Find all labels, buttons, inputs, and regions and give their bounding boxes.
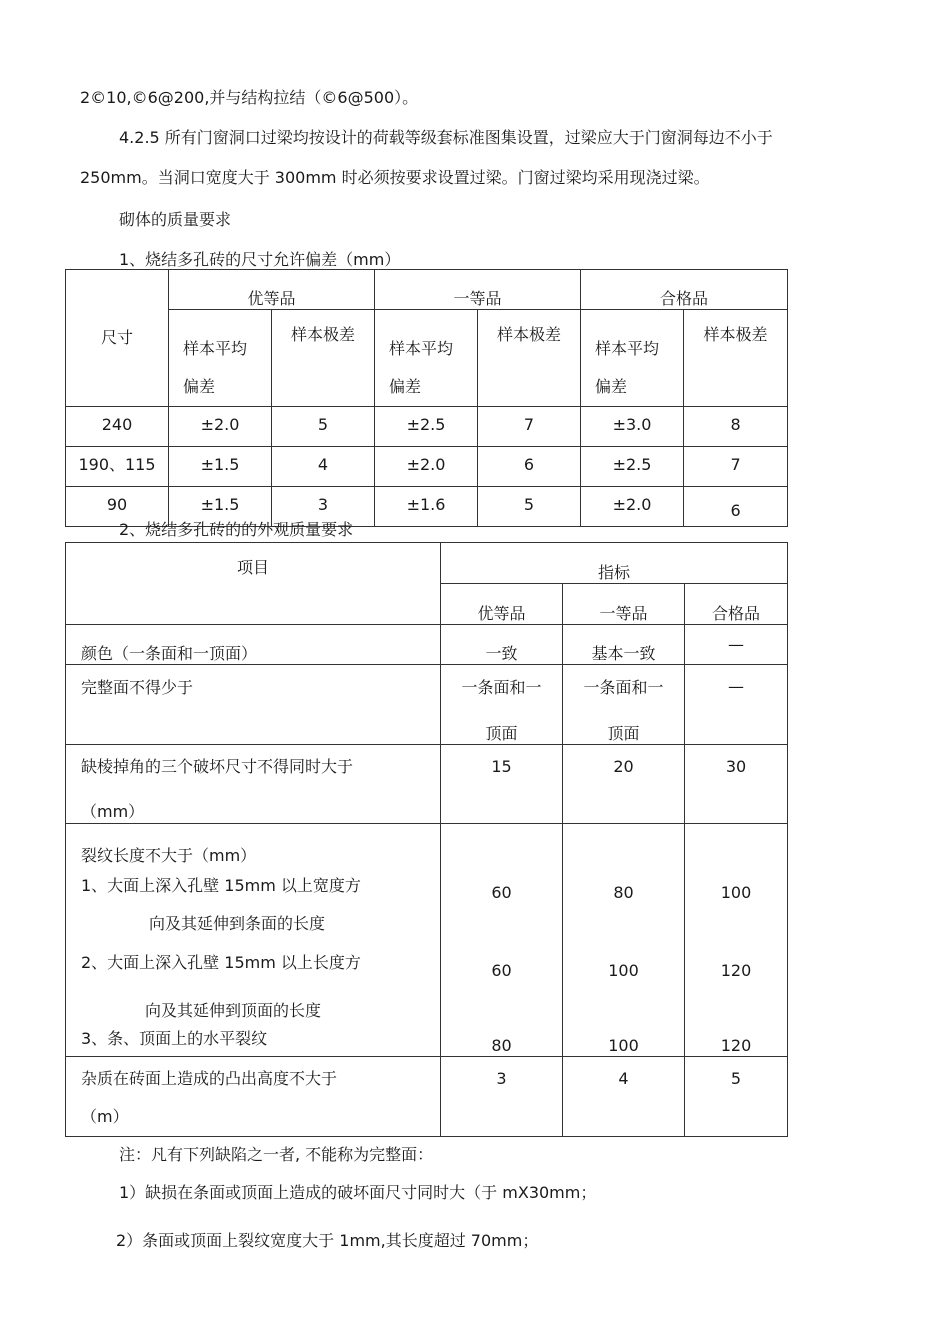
cell-value: 60 [491, 883, 512, 902]
cell-line: 一条面和一 [583, 678, 664, 697]
index-header-cell [441, 543, 788, 584]
avg-header-line: 样本平均 [183, 339, 248, 358]
row-label: 完整面不得少于 [66, 665, 441, 745]
table-cell: 8 [684, 407, 788, 447]
paragraph-line-1: 2©10,©6@200,并与结构拉结（©6@500）。 [80, 88, 419, 107]
table-cell [441, 824, 563, 1057]
table-cell: 6 [478, 447, 581, 487]
grade-header: 合格品 [712, 604, 761, 623]
table1-caption: 1、烧结多孔砖的尺寸允许偏差（mm） [119, 250, 401, 269]
table-cell [685, 824, 788, 1057]
range-header-cell [684, 310, 788, 407]
range-header: 样本极差 [497, 325, 562, 344]
cell-line: 一条面和一 [461, 678, 542, 697]
note-heading: 注：凡有下列缺陷之一者, 不能称为完整面： [119, 1145, 434, 1164]
range-header: 样本极差 [291, 325, 356, 344]
note-item-1: 1）缺损在条面或顶面上造成的破坏面尺寸同时大（于 mX30mm； [119, 1183, 597, 1202]
avg-header-line: 样本平均 [389, 339, 454, 358]
paragraph-line-3: 250mm。当洞口宽度大于 300mm 时必须按要求设置过梁。门窗过梁均采用现浇过梁。 [80, 168, 710, 187]
avg-header-line: 样本平均 [595, 339, 660, 358]
table-cell: 5 [272, 407, 375, 447]
index-header: 指标 [598, 563, 631, 582]
grade-header: 优等品 [247, 289, 296, 308]
table-cell: 190、115 [66, 447, 169, 487]
table-cell: 5 [685, 1057, 788, 1137]
table-cell: ±2.0 [169, 407, 272, 447]
item-header: 项目 [236, 558, 269, 577]
cell-value: 60 [491, 961, 512, 980]
table-cell: 15 [441, 745, 563, 824]
avg-header-line: 偏差 [183, 377, 216, 396]
grade-header: 一等品 [453, 289, 502, 308]
table-cell: 90 [66, 487, 169, 527]
avg-header-line: 偏差 [389, 377, 422, 396]
grade-header-cell [581, 270, 788, 310]
table-cell: 7 [684, 447, 788, 487]
table-cell [563, 665, 685, 745]
size-deviation-table [65, 269, 788, 527]
grade-header: 合格品 [660, 289, 709, 308]
label-line: 杂质在砖面上造成的凸出高度不大于 [81, 1069, 338, 1088]
table-row [66, 665, 788, 745]
table-cell: ±2.0 [581, 487, 684, 527]
table-cell: 4 [563, 1057, 685, 1137]
cell-value: 100 [608, 1036, 639, 1055]
table2-caption: 2、烧结多孔砖的的外观质量要求 [119, 520, 354, 539]
table-cell: ±3.0 [581, 407, 684, 447]
appearance-quality-table [65, 542, 788, 1137]
range-header-cell [272, 310, 375, 407]
grade-header-cell [441, 584, 563, 625]
table-cell: 3 [272, 487, 375, 527]
label-line: 缺棱掉角的三个破坏尺寸不得同时大于 [81, 757, 354, 776]
table-cell: 3 [441, 1057, 563, 1137]
cell-value: 120 [720, 1036, 752, 1055]
table-row [66, 407, 788, 447]
cell-value: 100 [608, 961, 639, 980]
label-line: （mm） [81, 802, 145, 821]
grade-header-cell [563, 584, 685, 625]
label-line: （m） [81, 1107, 129, 1126]
paragraph-line-2: 4.2.5 所有门窗洞口过梁均按设计的荷载等级套标准图集设置，过梁应大于门窗洞每边不小于 [119, 128, 773, 147]
table-cell [563, 824, 685, 1057]
label-line: 裂纹长度不大于（mm） [81, 846, 257, 865]
table-row [66, 447, 788, 487]
table-cell: 一致 [441, 625, 563, 665]
label-line: 向及其延伸到顶面的长度 [145, 1001, 322, 1020]
table-cell: ±1.5 [169, 447, 272, 487]
table-cell: ±2.5 [581, 447, 684, 487]
note-item-2: 2）条面或顶面上裂纹宽度大于 1mm,其长度超过 70mm； [116, 1231, 539, 1250]
avg-header-line: 偏差 [595, 377, 628, 396]
table-cell: — [685, 625, 788, 665]
table-row [66, 745, 788, 824]
cell-value: 80 [613, 883, 634, 902]
row-label [66, 1057, 441, 1137]
range-header-cell [478, 310, 581, 407]
grade-header: 优等品 [477, 604, 526, 623]
row-label [66, 745, 441, 824]
table-row [66, 1057, 788, 1137]
table-cell: 7 [478, 407, 581, 447]
size-header: 尺寸 [100, 328, 133, 347]
table-cell [441, 665, 563, 745]
avg-header-cell [169, 310, 272, 407]
cell-value: 80 [491, 1036, 512, 1055]
avg-header-cell [581, 310, 684, 407]
table-cell: 30 [685, 745, 788, 824]
row-label: 颜色（一条面和一顶面） [66, 625, 441, 665]
cell-value: 120 [720, 961, 752, 980]
grade-header-cell [685, 584, 788, 625]
label-line: 3、条、顶面上的水平裂纹 [81, 1029, 268, 1048]
table-cell: ±2.5 [375, 407, 478, 447]
table-cell: 基本一致 [563, 625, 685, 665]
table-row [66, 824, 788, 1057]
label-line: 2、大面上深入孔壁 15mm 以上长度方 [81, 953, 361, 972]
table-cell: ±2.0 [375, 447, 478, 487]
cell-line: 顶面 [607, 724, 640, 743]
item-header-cell [66, 543, 441, 625]
grade-header-cell [169, 270, 375, 310]
cell-line: 顶面 [485, 724, 518, 743]
table-cell: ±1.5 [169, 487, 272, 527]
table-cell: 4 [272, 447, 375, 487]
section-heading: 砌体的质量要求 [119, 210, 232, 229]
label-line: 向及其延伸到条面的长度 [149, 914, 326, 933]
table-cell: 6 [684, 487, 788, 527]
range-header: 样本极差 [703, 325, 768, 344]
label-line: 1、大面上深入孔壁 15mm 以上宽度方 [81, 876, 361, 895]
table-cell: 240 [66, 407, 169, 447]
table-cell: ±1.6 [375, 487, 478, 527]
avg-header-cell [375, 310, 478, 407]
grade-header-cell [375, 270, 581, 310]
table-row [66, 625, 788, 665]
cell-value: 100 [720, 883, 752, 902]
size-header-cell [66, 270, 169, 407]
table-cell: 5 [478, 487, 581, 527]
table-cell: 20 [563, 745, 685, 824]
table-cell: — [685, 665, 788, 745]
row-label [66, 824, 441, 1057]
grade-header: 一等品 [599, 604, 648, 623]
